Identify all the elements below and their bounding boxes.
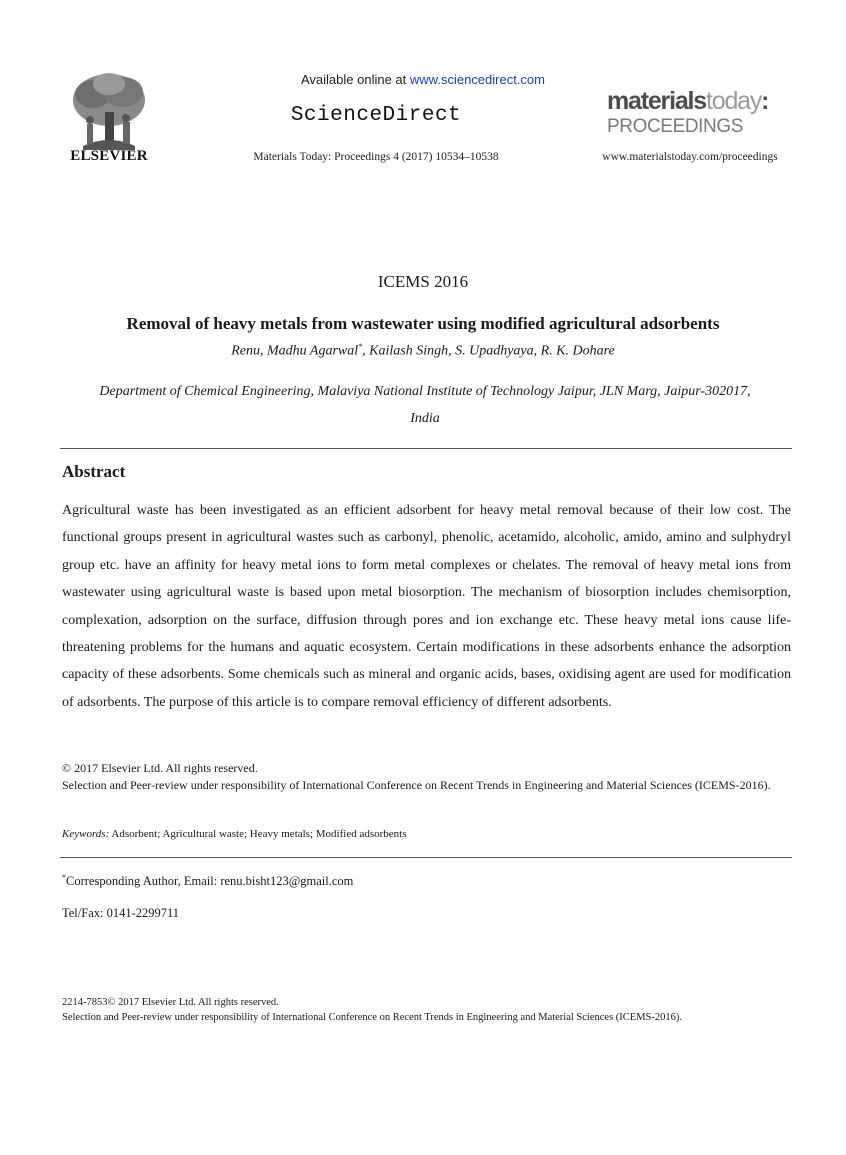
journal-reference: Materials Today: Proceedings 4 (2017) 10534–10538 [253,151,499,163]
peer-review-line: Selection and Peer-review under responsibility of International Conference on Recent Trends in Engineering and Material Sciences (ICEMS-2016). [62,777,771,792]
conference-name: ICEMS 2016 [377,272,469,291]
authors [0,342,846,360]
corresponding-text: Corresponding Author, Email: renu.bisht123@gmail.com [66,874,354,889]
sciencedirect-title: ScienceDirect [290,104,462,127]
affiliation-line2: India [410,411,440,426]
tel-fax: Tel/Fax: 0141-2299711 [62,906,180,920]
divider-bottom [60,857,792,858]
keywords-list: Adsorbent; Agricultural waste; Heavy metals; Modified adsorbents [109,828,407,840]
authors-first: Renu, Madhu Agarwal [231,343,359,359]
corr-mark: * [62,873,66,882]
corresponding-author [62,873,353,889]
available-prefix: Available online at [300,72,410,87]
copyright-block [62,760,791,793]
keywords [62,828,791,840]
elsevier-wordmark: ELSEVIER [70,148,148,164]
divider-top [60,448,792,449]
mt-logo-materials: materials [607,87,706,115]
mt-logo-today: today [706,87,762,115]
paper-title: Removal of heavy metals from wastewater using modified agricultural adsorbents [126,314,720,333]
abstract-heading: Abstract [62,462,126,481]
copyright-line: © 2017 Elsevier Ltd. All rights reserved. [62,761,258,775]
issn-line: 2214-7853© 2017 Elsevier Ltd. All rights reserved. [62,997,279,1008]
footer-peer-review: Selection and Peer-review under responsibility of International Conference on Recent Trends in Engineering and Material Sciences (ICEMS-2016). [62,1012,682,1023]
sciencedirect-link[interactable]: www.sciencedirect.com [409,72,545,87]
svg-text:materialstoday:: materialstoday: [607,87,769,115]
materials-today-logo [603,86,783,136]
abstract-body: Agricultural waste has been investigated as an efficient adsorbent for heavy metal removal because of their low cost. The functional groups present in agricultural wastes such as carbonyl, phenolic, acetamido, alcoholic, amido, amino and sulphydryl group etc. have an affinity for heavy metal ions to form metal complexes or chelates. The removal of heavy metal ions from wastewater using agricultural waste is based upon metal biosorption. The mechanism of biosorption includes chemisorption, complexation, adsorption on the surface, diffusion through pores and ion exchange etc. These heavy metal ions cause life-threatening problems for the humans and aquatic ecosystem. Certain modifications in these adsorbents enhance the adsorption capacity of these adsorbents. Some chemicals such as mineral and organic acids, bases, oxidising agent are used for modification of adsorbents. The purpose of this article is to compare removal efficiency of different adsorbents. [62,503,791,710]
affiliation-line1: Department of Chemical Engineering, Malaviya National Institute of Technology Jaipur, JLN Marg, Jaipur-302017, [99,384,751,399]
corresponding-mark: * [358,342,363,351]
mt-logo-proceedings: PROCEEDINGS [607,116,744,136]
keywords-label: Keywords: [62,828,110,840]
authors-rest: , Kailash Singh, S. Upadhyaya, R. K. Dohare [362,343,615,359]
footer-notice [62,995,791,1025]
affiliation [60,378,790,432]
materialstoday-url[interactable]: www.materialstoday.com/proceedings [602,151,778,163]
